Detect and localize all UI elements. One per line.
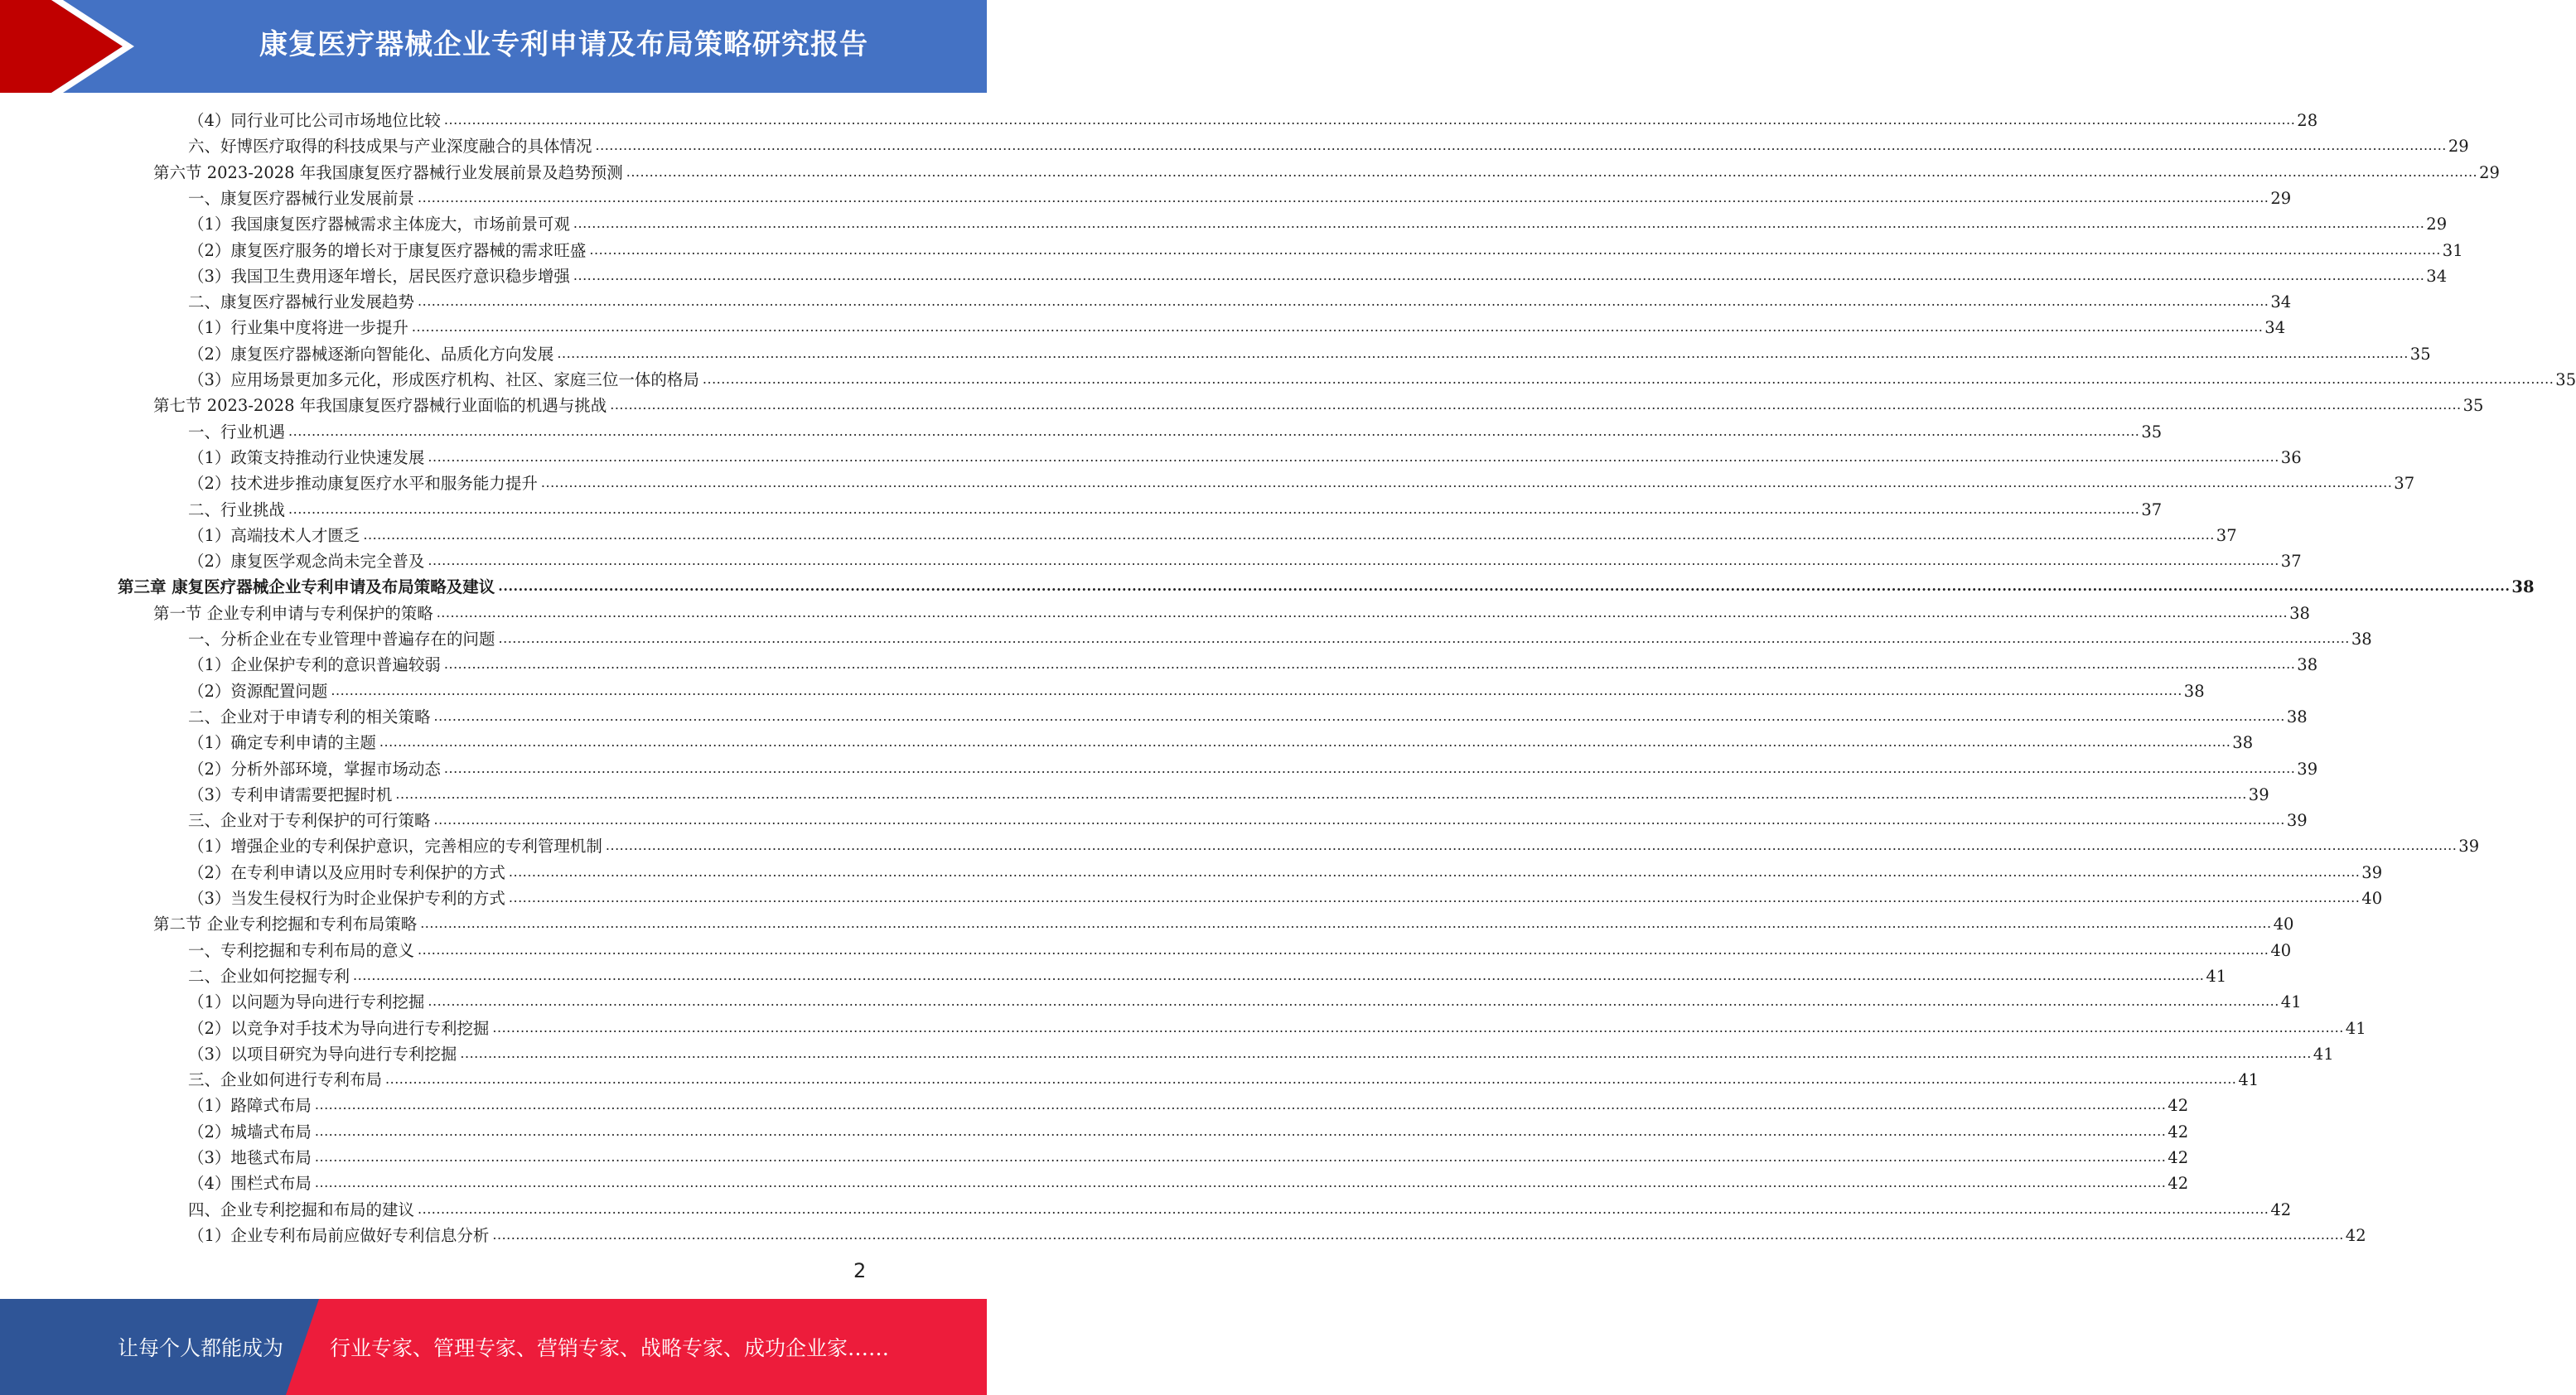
toc-entry[interactable] (188, 649, 2318, 675)
toc-entry-page: 42 (2168, 1122, 2189, 1142)
toc-entry[interactable] (188, 676, 2205, 702)
toc-entry-page: 37 (2216, 525, 2237, 545)
toc-leader-dots: ................................................................................................................................................................................................................................................................................................................................................................................................................ (418, 941, 2269, 958)
toc-entry[interactable] (188, 131, 2469, 157)
toc-entry[interactable] (188, 754, 2318, 780)
toc-entry-page: 38 (2289, 603, 2310, 623)
toc-entry-page: 39 (2297, 759, 2318, 779)
toc-entry-title: （2）康复医疗服务的增长对于康复医疗器械的需求旺盛 (188, 240, 587, 260)
toc-entry[interactable] (188, 417, 2163, 442)
toc-entry-title: （1）高端技术人才匮乏 (188, 525, 360, 545)
toc-entry-page: 35 (2141, 422, 2163, 442)
toc-entry-title: （3）专利申请需要把握时机 (188, 784, 393, 804)
toc-leader-dots: ................................................................................................................................................................................................................................................................................................................................................................................................................ (508, 890, 2361, 905)
toc-entry-page: 40 (2273, 915, 2294, 934)
toc-leader-dots: ................................................................................................................................................................................................................................................................................................................................................................................................................ (353, 967, 2205, 983)
toc-entry-page: 29 (2479, 162, 2500, 182)
toc-entry-page: 39 (2458, 837, 2480, 857)
toc-entry-page: 38 (2297, 655, 2318, 675)
toc-entry-title: 第二节 企业专利挖掘和专利布局策略 (153, 915, 418, 934)
toc-entry-title: （3）以项目研究为导向进行专利挖掘 (188, 1044, 457, 1064)
toc-leader-dots: ................................................................................................................................................................................................................................................................................................................................................................................................................ (288, 500, 2140, 517)
toc-leader-dots: ................................................................................................................................................................................................................................................................................................................................................................................................................ (314, 1097, 2167, 1113)
toc-entry-title: 一、分析企业在专业管理中普遍存在的问题 (188, 630, 495, 649)
toc-entry[interactable] (188, 1142, 2189, 1168)
toc-entry-title: （1）企业保护专利的意识普遍较弱 (188, 655, 441, 675)
toc-entry[interactable] (153, 598, 2310, 624)
toc-entry-page: 39 (2286, 811, 2308, 831)
toc-entry-page: 38 (2351, 630, 2372, 649)
toc-entry-page: 42 (2270, 1200, 2292, 1219)
footer-slogan-right: 行业专家、管理专家、营销专家、战略专家、成功企业家…… (330, 1336, 890, 1360)
toc-entry-page: 38 (2511, 577, 2535, 597)
toc-entry-page: 38 (2232, 733, 2254, 753)
toc-entry[interactable] (188, 468, 2415, 494)
toc-entry-page: 42 (2168, 1174, 2189, 1194)
toc-entry[interactable] (188, 1064, 2259, 1090)
toc-leader-dots: ................................................................................................................................................................................................................................................................................................................................................................................................................ (540, 475, 2393, 491)
toc-entry-title: 二、行业挑战 (188, 500, 286, 519)
toc-entry[interactable] (188, 1195, 2292, 1220)
toc-entry[interactable] (188, 727, 2254, 753)
toc-entry[interactable] (188, 235, 2463, 261)
toc-entry-page: 34 (2426, 266, 2448, 286)
toc-leader-dots: ................................................................................................................................................................................................................................................................................................................................................................................................................ (428, 553, 2279, 569)
toc-leader-dots: ................................................................................................................................................................................................................................................................................................................................................................................................................ (702, 371, 2554, 387)
toc-entry[interactable] (188, 339, 2431, 364)
toc-entry[interactable] (188, 312, 2286, 338)
toc-entry-page: 29 (2448, 137, 2469, 157)
toc-entry-title: 第一节 企业专利申请与专利保护的策略 (153, 603, 433, 623)
toc-entry-page: 36 (2280, 447, 2302, 467)
toc-entry[interactable] (188, 1013, 2366, 1039)
toc-entry[interactable] (188, 935, 2292, 961)
toc-entry[interactable] (188, 495, 2163, 520)
toc-entry[interactable] (188, 1117, 2189, 1142)
toc-entry[interactable] (188, 1168, 2189, 1194)
toc-leader-dots: ................................................................................................................................................................................................................................................................................................................................................................................................................ (492, 1226, 2344, 1243)
toc-entry-title: （1）我国康复医疗器械需求主体庞大，市场前景可观 (188, 215, 570, 234)
toc-entry-page: 37 (2394, 474, 2415, 494)
toc-entry-page: 35 (2409, 344, 2431, 364)
toc-entry[interactable] (188, 287, 2292, 312)
toc-entry-page: 42 (2168, 1148, 2189, 1167)
toc-entry-title: （2）以竞争对手技术为导向进行专利挖掘 (188, 1018, 490, 1038)
page-number: 2 (853, 1259, 867, 1282)
toc-entry[interactable] (188, 831, 2480, 857)
toc-entry[interactable] (188, 883, 2383, 909)
toc-leader-dots: ................................................................................................................................................................................................................................................................................................................................................................................................................ (314, 1149, 2167, 1165)
toc-entry-page: 31 (2442, 240, 2463, 260)
toc-entry[interactable] (188, 961, 2227, 987)
toc-entry-title: 二、企业对于申请专利的相关策略 (188, 707, 431, 726)
toc-leader-dots: ................................................................................................................................................................................................................................................................................................................................................................................................................ (573, 215, 2425, 232)
toc-entry-title: 一、康复医疗器械行业发展前景 (188, 188, 415, 208)
toc-entry-page: 37 (2141, 500, 2163, 519)
toc-leader-dots: ................................................................................................................................................................................................................................................................................................................................................................................................................ (314, 1175, 2167, 1191)
toc-entry-title: （1）企业专利布局前应做好专利信息分析 (188, 1225, 490, 1245)
toc-entry-page: 34 (2264, 318, 2286, 338)
toc-leader-dots: ................................................................................................................................................................................................................................................................................................................................................................................................................ (411, 319, 2264, 335)
toc-leader-dots: ................................................................................................................................................................................................................................................................................................................................................................................................................ (589, 241, 2441, 258)
toc-entry-title: （2）康复医学观念尚未完全普及 (188, 552, 425, 572)
toc-leader-dots: ................................................................................................................................................................................................................................................................................................................................................................................................................ (605, 837, 2458, 854)
toc-entry-title: （1）确定专利申请的主题 (188, 733, 376, 753)
toc-entry[interactable] (153, 909, 2294, 934)
toc-entry-page: 38 (2183, 681, 2205, 701)
toc-entry-page: 39 (2361, 862, 2383, 882)
toc-leader-dots: ................................................................................................................................................................................................................................................................................................................................................................................................................ (363, 526, 2215, 543)
toc-leader-dots: ................................................................................................................................................................................................................................................................................................................................................................................................................ (428, 448, 2279, 465)
toc-entry-title: 一、行业机遇 (188, 422, 286, 442)
toc-leader-dots: ................................................................................................................................................................................................................................................................................................................................................................................................................ (418, 293, 2269, 310)
toc-leader-dots: ................................................................................................................................................................................................................................................................................................................................................................................................................ (610, 397, 2462, 413)
toc-entry-page: 41 (2206, 966, 2227, 986)
toc-entry[interactable] (188, 261, 2448, 287)
toc-leader-dots: ................................................................................................................................................................................................................................................................................................................................................................................................................ (420, 915, 2272, 932)
toc-entry-title: （2）技术进步推动康复医疗水平和服务能力提升 (188, 474, 538, 494)
toc-leader-dots: ................................................................................................................................................................................................................................................................................................................................................................................................................ (460, 1045, 2312, 1061)
toc-leader-dots: ................................................................................................................................................................................................................................................................................................................................................................................................................ (595, 138, 2447, 154)
toc-entry-page: 41 (2238, 1070, 2259, 1090)
toc-entry-page: 41 (2280, 992, 2302, 1012)
toc-entry[interactable] (188, 209, 2448, 234)
toc-leader-dots: ................................................................................................................................................................................................................................................................................................................................................................................................................ (433, 812, 2285, 828)
toc-entry[interactable] (188, 857, 2383, 883)
toc-entry-page: 39 (2248, 784, 2269, 804)
toc-entry[interactable] (188, 1039, 2334, 1064)
report-title: 康复医疗器械企业专利申请及布局策略研究报告 (259, 28, 868, 61)
toc-entry-title: 六、好博医疗取得的科技成果与产业深度融合的具体情况 (188, 137, 592, 157)
toc-entry[interactable] (188, 1220, 2366, 1246)
toc-leader-dots: ................................................................................................................................................................................................................................................................................................................................................................................................................ (331, 682, 2182, 698)
toc-entry-page: 28 (2297, 111, 2318, 130)
toc-entry-page: 29 (2270, 188, 2292, 208)
footer-slogan-left: 让每个人都能成为 (118, 1336, 284, 1360)
toc-entry[interactable] (188, 105, 2318, 131)
toc-entry-title: （1）以问题为导向进行专利挖掘 (188, 992, 425, 1012)
page-header (0, 0, 987, 93)
toc-entry-page: 42 (2345, 1225, 2366, 1245)
toc-leader-dots: ................................................................................................................................................................................................................................................................................................................................................................................................................ (443, 656, 2296, 673)
toc-leader-dots: ................................................................................................................................................................................................................................................................................................................................................................................................................ (433, 707, 2285, 724)
toc-leader-dots: ................................................................................................................................................................................................................................................................................................................................................................................................................ (428, 993, 2279, 1010)
toc-entry-title: 三、企业如何进行专利布局 (188, 1070, 383, 1090)
toc-leader-dots: ................................................................................................................................................................................................................................................................................................................................................................................................................ (418, 1200, 2269, 1217)
toc-entry-title: （2）在专利申请以及应用时专利保护的方式 (188, 862, 505, 882)
toc-leader-dots: ................................................................................................................................................................................................................................................................................................................................................................................................................ (418, 189, 2269, 205)
toc-entry[interactable] (118, 572, 2535, 597)
toc-leader-dots: ................................................................................................................................................................................................................................................................................................................................................................................................................ (395, 785, 2247, 802)
toc-leader-dots: ................................................................................................................................................................................................................................................................................................................................................................................................................ (436, 604, 2288, 620)
toc-entry-title: （3）地毯式布局 (188, 1148, 312, 1167)
toc-entry-title: （3）当发生侵权行为时企业保护专利的方式 (188, 889, 505, 908)
toc-leader-dots: ................................................................................................................................................................................................................................................................................................................................................................................................................ (492, 1019, 2344, 1035)
toc-entry-title: （1）行业集中度将进一步提升 (188, 318, 408, 338)
toc-entry-page: 35 (2462, 396, 2484, 416)
toc-entry-page: 34 (2270, 292, 2292, 312)
toc-entry[interactable] (188, 546, 2302, 572)
toc-entry-title: （4）围栏式布局 (188, 1174, 312, 1194)
toc-entry-page: 38 (2286, 707, 2308, 726)
toc-entry[interactable] (188, 520, 2237, 546)
toc-entry-page: 41 (2313, 1044, 2334, 1064)
toc-entry-title: （1）路障式布局 (188, 1096, 312, 1116)
toc-entry-page: 29 (2426, 215, 2448, 234)
toc-entry[interactable] (188, 805, 2308, 831)
toc-entry-title: 第六节 2023-2028 年我国康复医疗器械行业发展前景及趋势预测 (153, 162, 623, 182)
toc-leader-dots: ................................................................................................................................................................................................................................................................................................................................................................................................................ (498, 630, 2350, 646)
toc-entry-title: （3）应用场景更加多元化，形成医疗机构、社区、家庭三位一体的格局 (188, 370, 699, 389)
toc-entry[interactable] (188, 442, 2302, 468)
toc-entry-title: 一、专利挖掘和专利布局的意义 (188, 940, 415, 960)
toc-entry-page: 37 (2280, 552, 2302, 572)
toc-leader-dots: ................................................................................................................................................................................................................................................................................................................................................................................................................ (379, 734, 2231, 751)
toc-entry-title: （2）城墙式布局 (188, 1122, 312, 1142)
toc-entry-title: 二、康复医疗器械行业发展趋势 (188, 292, 415, 312)
toc-entry[interactable] (188, 987, 2302, 1012)
toc-leader-dots: ................................................................................................................................................................................................................................................................................................................................................................................................................ (443, 760, 2296, 776)
toc-leader-dots: ................................................................................................................................................................................................................................................................................................................................................................................................................ (626, 163, 2478, 180)
toc-entry-title: （2）分析外部环境，掌握市场动态 (188, 759, 441, 779)
toc-entry-title: 第三章 康复医疗器械企业专利申请及布局策略及建议 (118, 577, 495, 597)
toc-entry[interactable] (188, 1090, 2189, 1116)
toc-entry-title: 三、企业对于专利保护的可行策略 (188, 811, 431, 831)
toc-entry-title: （1）增强企业的专利保护意识，完善相应的专利管理机制 (188, 837, 602, 857)
toc-entry-page: 41 (2345, 1018, 2366, 1038)
toc-entry-page: 40 (2361, 889, 2383, 908)
toc-entry-title: （4）同行业可比公司市场地位比较 (188, 111, 441, 130)
toc-leader-dots: ................................................................................................................................................................................................................................................................................................................................................................................................................ (314, 1122, 2167, 1139)
toc-entry[interactable] (153, 157, 2500, 183)
toc-leader-dots: ................................................................................................................................................................................................................................................................................................................................................................................................................ (288, 422, 2140, 439)
toc-entry-page: 40 (2270, 940, 2292, 960)
toc-entry[interactable] (188, 624, 2372, 649)
toc-entry-page: 42 (2168, 1096, 2189, 1116)
toc-entry-title: 二、企业如何挖掘专利 (188, 966, 350, 986)
toc-entry-title: （2）资源配置问题 (188, 681, 328, 701)
page-footer (0, 1299, 987, 1395)
toc-leader-dots: ................................................................................................................................................................................................................................................................................................................................................................................................................ (557, 345, 2409, 361)
toc-entry-page: 35 (2555, 370, 2576, 389)
toc-entry-title: （2）康复医疗器械逐渐向智能化、品质化方向发展 (188, 344, 554, 364)
toc-entry-title: 四、企业专利挖掘和布局的建议 (188, 1200, 415, 1219)
toc-leader-dots: ................................................................................................................................................................................................................................................................................................................................................................................................................ (443, 112, 2296, 128)
toc-leader-dots: ................................................................................................................................................................................................................................................................................................................................................................................................................ (573, 267, 2425, 283)
toc-entry-title: （1）政策支持推动行业快速发展 (188, 447, 425, 467)
toc-entry[interactable] (188, 780, 2269, 805)
toc-entry[interactable] (188, 183, 2292, 209)
toc-entry[interactable] (188, 702, 2308, 727)
toc-entry[interactable] (153, 390, 2484, 416)
toc-leader-dots: ................................................................................................................................................................................................................................................................................................................................................................................................................ (508, 863, 2361, 880)
toc-entry[interactable] (188, 364, 2576, 390)
toc-leader-dots: ................................................................................................................................................................................................................................................................................................................................................................................................................ (498, 578, 2511, 595)
toc-entry-title: （3）我国卫生费用逐年增长，居民医疗意识稳步增强 (188, 266, 570, 286)
toc-entry-title: 第七节 2023-2028 年我国康复医疗器械行业面临的机遇与挑战 (153, 396, 607, 416)
toc-leader-dots: ................................................................................................................................................................................................................................................................................................................................................................................................................ (385, 1071, 2237, 1088)
